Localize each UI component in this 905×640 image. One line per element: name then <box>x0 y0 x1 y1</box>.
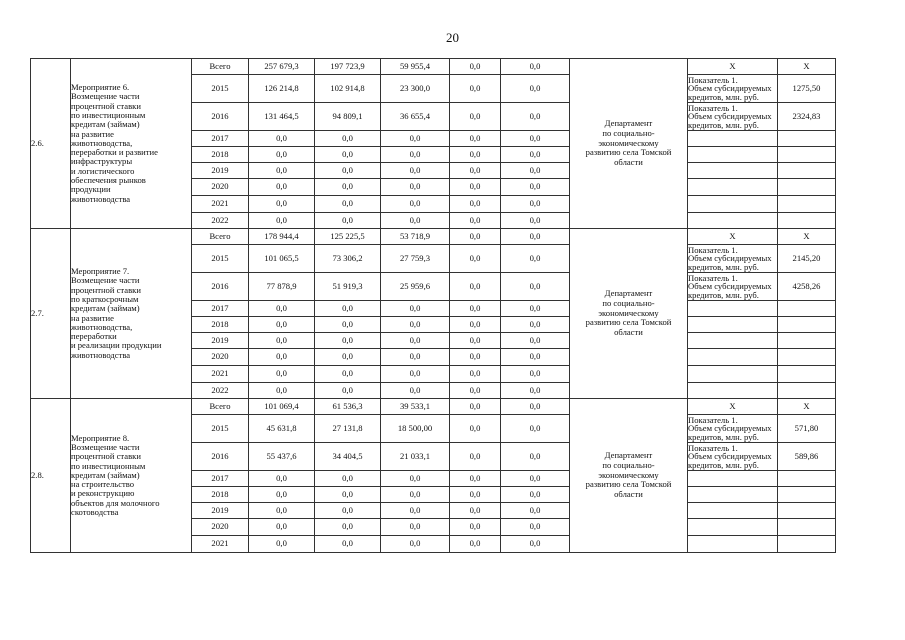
amount-cell: 0,0 <box>501 443 570 471</box>
year-cell: 2021 <box>192 196 249 213</box>
amount-cell: 94 809,1 <box>315 103 381 131</box>
amount-cell: 0,0 <box>501 273 570 301</box>
indicator-value <box>778 487 836 503</box>
amount-cell: 0,0 <box>381 471 450 487</box>
amount-cell: 0,0 <box>450 415 501 443</box>
department-cell: Департамент по социально- экономическому развитию села Томской области <box>570 229 688 399</box>
amount-cell: 0,0 <box>450 273 501 301</box>
amount-cell: 197 723,9 <box>315 59 381 75</box>
year-cell: 2015 <box>192 415 249 443</box>
year-cell: 2021 <box>192 366 249 383</box>
indicator-value <box>778 196 836 213</box>
year-cell: 2018 <box>192 147 249 163</box>
amount-cell: 0,0 <box>315 333 381 349</box>
amount-cell: 0,0 <box>450 75 501 103</box>
amount-cell: 0,0 <box>381 163 450 179</box>
indicator-value <box>778 471 836 487</box>
indicator-value: 2324,83 <box>778 103 836 131</box>
amount-cell: 0,0 <box>450 399 501 415</box>
amount-cell: 0,0 <box>249 487 315 503</box>
amount-cell: 0,0 <box>249 471 315 487</box>
amount-cell: 0,0 <box>381 383 450 399</box>
indicator-cell: Показатель 1. Объем субсидируемых кредитов, млн. руб. <box>688 245 778 273</box>
amount-cell: 0,0 <box>315 487 381 503</box>
amount-cell: 0,0 <box>450 229 501 245</box>
amount-cell: 102 914,8 <box>315 75 381 103</box>
amount-cell: 0,0 <box>249 317 315 333</box>
amount-cell: 61 536,3 <box>315 399 381 415</box>
indicator-value: 571,80 <box>778 415 836 443</box>
indicator-value <box>778 179 836 196</box>
amount-cell: 0,0 <box>501 59 570 75</box>
year-cell: Всего <box>192 399 249 415</box>
amount-cell: 0,0 <box>450 103 501 131</box>
indicator-value <box>778 536 836 553</box>
amount-cell: 0,0 <box>450 163 501 179</box>
amount-cell: 0,0 <box>381 196 450 213</box>
year-cell: 2022 <box>192 383 249 399</box>
year-cell: 2020 <box>192 519 249 536</box>
indicator-cell: Х <box>688 59 778 75</box>
amount-cell: 0,0 <box>450 147 501 163</box>
indicator-cell <box>688 383 778 399</box>
year-cell: 2022 <box>192 213 249 229</box>
amount-cell: 0,0 <box>501 536 570 553</box>
indicator-cell <box>688 471 778 487</box>
amount-cell: 0,0 <box>381 536 450 553</box>
amount-cell: 0,0 <box>381 366 450 383</box>
amount-cell: 0,0 <box>501 317 570 333</box>
section-code: 2.7. <box>31 229 71 399</box>
amount-cell: 0,0 <box>381 503 450 519</box>
amount-cell: 45 631,8 <box>249 415 315 443</box>
indicator-cell <box>688 301 778 317</box>
indicator-cell: Показатель 1. Объем субсидируемых кредитов, млн. руб. <box>688 75 778 103</box>
indicator-cell <box>688 147 778 163</box>
amount-cell: 0,0 <box>315 179 381 196</box>
amount-cell: 0,0 <box>450 349 501 366</box>
indicator-value <box>778 366 836 383</box>
amount-cell: 0,0 <box>450 471 501 487</box>
indicator-value <box>778 503 836 519</box>
amount-cell: 0,0 <box>450 59 501 75</box>
amount-cell: 23 300,0 <box>381 75 450 103</box>
amount-cell: 0,0 <box>315 536 381 553</box>
year-cell: 2016 <box>192 273 249 301</box>
amount-cell: 27 759,3 <box>381 245 450 273</box>
indicator-cell <box>688 179 778 196</box>
indicator-cell <box>688 196 778 213</box>
amount-cell: 39 533,1 <box>381 399 450 415</box>
indicator-cell: Показатель 1. Объем субсидируемых кредитов, млн. руб. <box>688 273 778 301</box>
amount-cell: 0,0 <box>249 213 315 229</box>
year-cell: 2017 <box>192 131 249 147</box>
indicator-value: Х <box>778 59 836 75</box>
indicator-value: 1275,50 <box>778 75 836 103</box>
indicator-cell <box>688 349 778 366</box>
year-cell: Всего <box>192 229 249 245</box>
amount-cell: 0,0 <box>501 366 570 383</box>
amount-cell: 0,0 <box>450 245 501 273</box>
indicator-cell <box>688 131 778 147</box>
indicator-cell <box>688 317 778 333</box>
amount-cell: 0,0 <box>249 536 315 553</box>
indicator-cell <box>688 163 778 179</box>
amount-cell: 0,0 <box>501 503 570 519</box>
year-cell: 2016 <box>192 103 249 131</box>
indicator-value <box>778 213 836 229</box>
section-code: 2.6. <box>31 59 71 229</box>
table-row <box>31 59 836 75</box>
amount-cell: 0,0 <box>450 536 501 553</box>
amount-cell: 0,0 <box>315 301 381 317</box>
amount-cell: 0,0 <box>450 519 501 536</box>
amount-cell: 126 214,8 <box>249 75 315 103</box>
indicator-value <box>778 519 836 536</box>
amount-cell: 0,0 <box>249 196 315 213</box>
amount-cell: 0,0 <box>501 301 570 317</box>
budget-table <box>30 58 836 553</box>
amount-cell: 77 878,9 <box>249 273 315 301</box>
year-cell: 2019 <box>192 333 249 349</box>
year-cell: 2018 <box>192 487 249 503</box>
amount-cell: 0,0 <box>381 301 450 317</box>
amount-cell: 25 959,6 <box>381 273 450 301</box>
amount-cell: 0,0 <box>381 349 450 366</box>
amount-cell: 0,0 <box>501 131 570 147</box>
year-cell: 2015 <box>192 75 249 103</box>
indicator-cell: Показатель 1. Объем субсидируемых кредитов, млн. руб. <box>688 443 778 471</box>
amount-cell: 0,0 <box>381 487 450 503</box>
indicator-value <box>778 349 836 366</box>
table-row <box>31 399 836 415</box>
amount-cell: 0,0 <box>501 333 570 349</box>
amount-cell: 55 437,6 <box>249 443 315 471</box>
amount-cell: 0,0 <box>450 443 501 471</box>
indicator-value <box>778 301 836 317</box>
amount-cell: 0,0 <box>450 333 501 349</box>
indicator-cell <box>688 213 778 229</box>
amount-cell: 0,0 <box>249 383 315 399</box>
indicator-value <box>778 333 836 349</box>
indicator-cell <box>688 536 778 553</box>
year-cell: 2017 <box>192 471 249 487</box>
amount-cell: 0,0 <box>249 503 315 519</box>
amount-cell: 0,0 <box>501 519 570 536</box>
amount-cell: 73 306,2 <box>315 245 381 273</box>
amount-cell: 257 679,3 <box>249 59 315 75</box>
amount-cell: 0,0 <box>315 366 381 383</box>
amount-cell: 0,0 <box>315 147 381 163</box>
indicator-cell: Х <box>688 229 778 245</box>
amount-cell: 0,0 <box>315 131 381 147</box>
amount-cell: 0,0 <box>249 301 315 317</box>
amount-cell: 0,0 <box>501 103 570 131</box>
amount-cell: 0,0 <box>315 383 381 399</box>
indicator-cell <box>688 503 778 519</box>
indicator-value: Х <box>778 399 836 415</box>
section-code: 2.8. <box>31 399 71 553</box>
amount-cell: 18 500,00 <box>381 415 450 443</box>
amount-cell: 0,0 <box>381 333 450 349</box>
amount-cell: 0,0 <box>450 131 501 147</box>
indicator-value <box>778 131 836 147</box>
amount-cell: 0,0 <box>315 471 381 487</box>
indicator-value: Х <box>778 229 836 245</box>
amount-cell: 51 919,3 <box>315 273 381 301</box>
amount-cell: 0,0 <box>315 163 381 179</box>
amount-cell: 0,0 <box>501 415 570 443</box>
year-cell: 2019 <box>192 503 249 519</box>
year-cell: 2020 <box>192 179 249 196</box>
amount-cell: 0,0 <box>315 196 381 213</box>
amount-cell: 0,0 <box>450 179 501 196</box>
amount-cell: 131 464,5 <box>249 103 315 131</box>
indicator-value: 4258,26 <box>778 273 836 301</box>
indicator-value <box>778 147 836 163</box>
amount-cell: 59 955,4 <box>381 59 450 75</box>
amount-cell: 0,0 <box>450 301 501 317</box>
amount-cell: 0,0 <box>249 163 315 179</box>
amount-cell: 0,0 <box>315 317 381 333</box>
amount-cell: 0,0 <box>381 317 450 333</box>
amount-cell: 0,0 <box>249 131 315 147</box>
page-number: 20 <box>446 30 459 45</box>
indicator-cell: Х <box>688 399 778 415</box>
year-cell: 2019 <box>192 163 249 179</box>
indicator-value <box>778 383 836 399</box>
amount-cell: 0,0 <box>450 383 501 399</box>
department-cell: Департамент по социально- экономическому развитию села Томской области <box>570 399 688 553</box>
amount-cell: 0,0 <box>450 487 501 503</box>
table-row <box>31 229 836 245</box>
amount-cell: 53 718,9 <box>381 229 450 245</box>
amount-cell: 36 655,4 <box>381 103 450 131</box>
amount-cell: 0,0 <box>315 519 381 536</box>
amount-cell: 0,0 <box>249 519 315 536</box>
amount-cell: 0,0 <box>315 213 381 229</box>
amount-cell: 101 069,4 <box>249 399 315 415</box>
indicator-value: 589,86 <box>778 443 836 471</box>
indicator-cell: Показатель 1. Объем субсидируемых кредитов, млн. руб. <box>688 415 778 443</box>
indicator-value: 2145,20 <box>778 245 836 273</box>
indicator-cell <box>688 333 778 349</box>
indicator-value <box>778 163 836 179</box>
measure-name: Мероприятие 6. Возмещение части процентной ставки по инвестиционным кредитам (займам) на развитие животноводства, переработки и развитие инфраструктуры и логистического обеспечения рынков продукции животноводства <box>71 59 192 229</box>
amount-cell: 27 131,8 <box>315 415 381 443</box>
department-cell: Департамент по социально- экономическому развитию села Томской области <box>570 59 688 229</box>
indicator-cell <box>688 519 778 536</box>
indicator-cell: Показатель 1. Объем субсидируемых кредитов, млн. руб. <box>688 103 778 131</box>
amount-cell: 0,0 <box>450 503 501 519</box>
amount-cell: 0,0 <box>501 245 570 273</box>
amount-cell: 0,0 <box>315 503 381 519</box>
amount-cell: 0,0 <box>501 75 570 103</box>
amount-cell: 0,0 <box>450 317 501 333</box>
amount-cell: 0,0 <box>501 179 570 196</box>
year-cell: 2020 <box>192 349 249 366</box>
amount-cell: 0,0 <box>249 333 315 349</box>
amount-cell: 0,0 <box>450 213 501 229</box>
amount-cell: 0,0 <box>501 213 570 229</box>
year-cell: 2018 <box>192 317 249 333</box>
amount-cell: 0,0 <box>381 213 450 229</box>
amount-cell: 0,0 <box>381 519 450 536</box>
amount-cell: 0,0 <box>381 179 450 196</box>
measure-name: Мероприятие 7. Возмещение части процентной ставки по краткосрочным кредитам (займам) на развитие животноводства, переработки и реализации продукции животноводства <box>71 229 192 399</box>
amount-cell: 34 404,5 <box>315 443 381 471</box>
amount-cell: 21 033,1 <box>381 443 450 471</box>
amount-cell: 0,0 <box>501 487 570 503</box>
amount-cell: 0,0 <box>249 179 315 196</box>
measure-name: Мероприятие 8. Возмещение части процентной ставки по инвестиционным кредитам (займам) на строительство и реконструкцию объектов для молочного скотоводства <box>71 399 192 553</box>
year-cell: 2017 <box>192 301 249 317</box>
amount-cell: 0,0 <box>501 163 570 179</box>
amount-cell: 0,0 <box>381 131 450 147</box>
year-cell: 2021 <box>192 536 249 553</box>
amount-cell: 0,0 <box>501 383 570 399</box>
amount-cell: 0,0 <box>501 147 570 163</box>
amount-cell: 0,0 <box>450 196 501 213</box>
indicator-cell <box>688 366 778 383</box>
amount-cell: 0,0 <box>501 349 570 366</box>
amount-cell: 0,0 <box>249 366 315 383</box>
amount-cell: 0,0 <box>501 196 570 213</box>
year-cell: 2015 <box>192 245 249 273</box>
amount-cell: 0,0 <box>249 349 315 366</box>
year-cell: Всего <box>192 59 249 75</box>
amount-cell: 101 065,5 <box>249 245 315 273</box>
amount-cell: 0,0 <box>501 471 570 487</box>
amount-cell: 0,0 <box>315 349 381 366</box>
amount-cell: 0,0 <box>249 147 315 163</box>
amount-cell: 0,0 <box>501 399 570 415</box>
amount-cell: 125 225,5 <box>315 229 381 245</box>
indicator-cell <box>688 487 778 503</box>
amount-cell: 0,0 <box>501 229 570 245</box>
amount-cell: 0,0 <box>450 366 501 383</box>
year-cell: 2016 <box>192 443 249 471</box>
amount-cell: 0,0 <box>381 147 450 163</box>
indicator-value <box>778 317 836 333</box>
amount-cell: 178 944,4 <box>249 229 315 245</box>
